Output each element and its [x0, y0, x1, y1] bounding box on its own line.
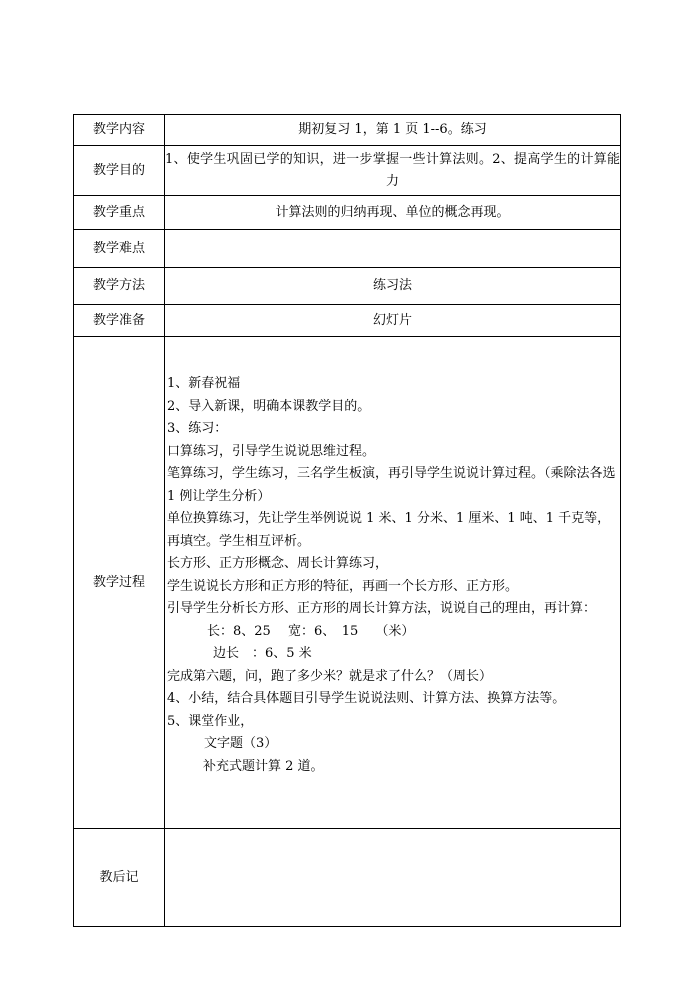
- value-reflection: [165, 829, 621, 927]
- process-line: 边长 ：6、5 米: [213, 646, 312, 661]
- row-process: [74, 337, 621, 829]
- value-focus: 计算法则的归纳再现、单位的概念再现。: [165, 196, 621, 230]
- process-line: 文字题（3）: [204, 736, 278, 751]
- value-content: 期初复习 1，第 1 页 1--6。练习: [165, 115, 621, 146]
- process-line: 3、练习：: [167, 421, 228, 436]
- value-process: [165, 337, 621, 829]
- row-focus: [74, 196, 621, 230]
- value-goal: 1、使学生巩固已学的知识，进一步掌握一些计算法则。2、提高学生的计算能力: [165, 146, 621, 196]
- process-line: 学生说说长方形和正方形的特征，再画一个长方形、正方形。: [167, 578, 519, 594]
- process-line: 单位换算练习，先让学生举例说说 1 米、1 分米、1 厘米、1 吨、1 千克等，再填空。学生相互评析。: [167, 511, 611, 549]
- process-line: 1、新春祝福: [167, 376, 241, 391]
- value-method: 练习法: [165, 268, 621, 305]
- process-line: 2、导入新课，明确本课教学目的。: [167, 398, 371, 414]
- value-prep: 幻灯片: [165, 305, 621, 337]
- label-process: 教学过程: [74, 337, 165, 829]
- process-line: 笔算练习，学生练习，三名学生板演，再引导学生说说计算过程。（乘除法各选 1 例让学生分析）: [167, 466, 616, 504]
- process-line: 完成第六题，问，跑了多少米？就是求了什么？（周长）: [167, 668, 493, 684]
- process-line: 补充式题计算 2 道。: [203, 758, 324, 774]
- label-difficulty: 教学难点: [74, 230, 165, 268]
- label-reflection: 教后记: [74, 829, 165, 927]
- row-reflection: [74, 829, 621, 927]
- label-content: 教学内容: [74, 115, 165, 146]
- label-prep: 教学准备: [74, 305, 165, 337]
- lesson-plan-table: [73, 114, 621, 927]
- process-line: 口算练习，引导学生说说思维过程。: [167, 443, 376, 459]
- row-prep: [74, 305, 621, 337]
- row-goal: [74, 146, 621, 196]
- label-method: 教学方法: [74, 268, 165, 305]
- process-line: 长方形、正方形概念、周长计算练习，: [167, 556, 389, 571]
- process-line: 4、小结，结合具体题目引导学生说说法则、计算方法、换算方法等。: [167, 691, 566, 706]
- row-method: [74, 268, 621, 305]
- process-line: 引导学生分析长方形、正方形的周长计算方法，说说自己的理由，再计算：: [167, 601, 597, 616]
- row-content: [74, 115, 621, 146]
- lesson-plan-sheet: [73, 114, 621, 927]
- process-line: 5、课堂作业，: [167, 713, 254, 729]
- row-difficulty: [74, 230, 621, 268]
- label-goal: 教学目的: [74, 146, 165, 196]
- process-line: 长：8、25 宽：6、 15 （米）: [207, 623, 415, 639]
- label-focus: 教学重点: [74, 196, 165, 230]
- value-difficulty: [165, 230, 621, 268]
